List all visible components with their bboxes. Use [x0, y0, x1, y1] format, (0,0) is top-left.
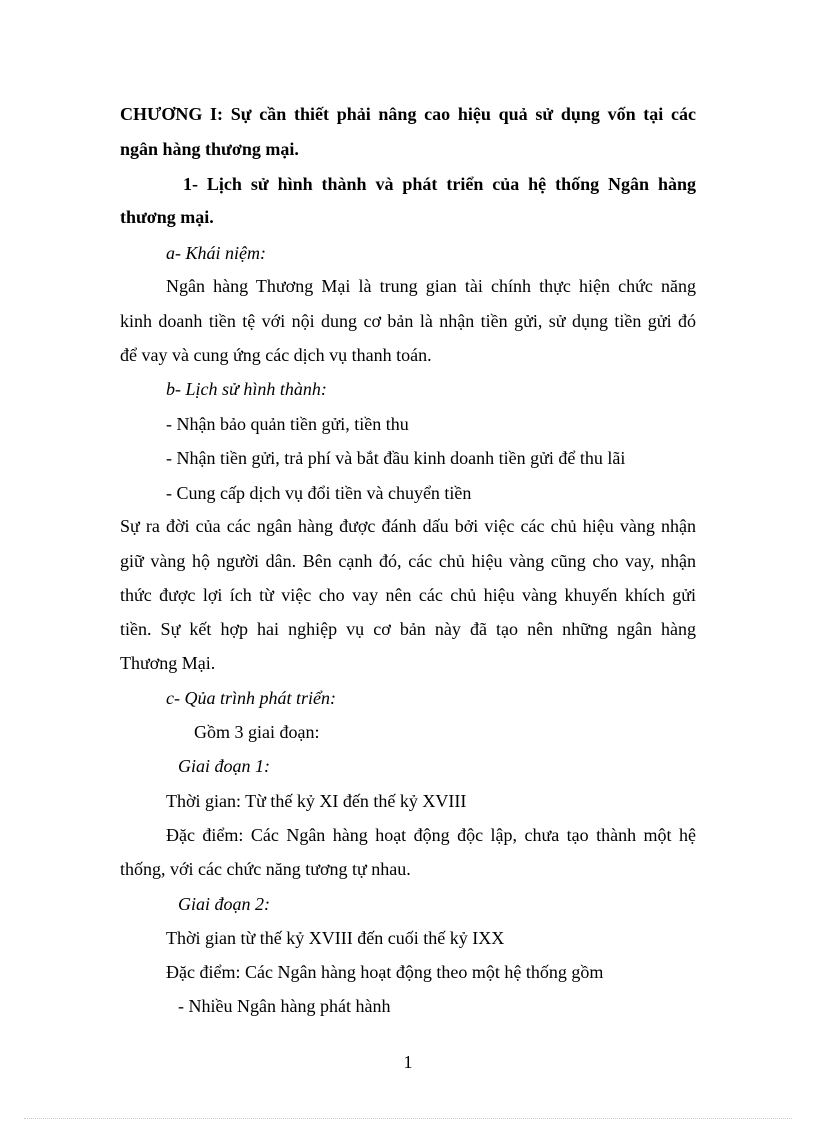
stage-2-feature: Đặc điểm: Các Ngân hàng hoạt động theo một hệ thống gồm	[166, 962, 604, 982]
stage-1-feature-line-2: thống, với các chức năng tương tự nhau.	[120, 859, 411, 879]
sub-b-paragraph-line-3: thức được lợi ích từ việc cho vay nên các chủ hiệu vàng khuyến khích gửi	[120, 585, 696, 605]
stage-1-time: Thời gian: Từ thế kỷ XI đến thế kỷ XVIII	[166, 791, 467, 811]
sub-a-paragraph-line-1: Ngân hàng Thương Mại là trung gian tài chính thực hiện chức năng	[166, 276, 696, 296]
stage-2-list-item: - Nhiều Ngân hàng phát hành	[178, 996, 391, 1016]
chapter-title-line-1: CHƯƠNG I: Sự cần thiết phải nâng cao hiệu quả sử dụng vốn tại các	[120, 104, 696, 124]
section-1-heading-line-2: thương mại.	[120, 207, 214, 227]
sub-b-paragraph-line-5: Thương Mại.	[120, 653, 216, 673]
sub-c-intro: Gồm 3 giai đoạn:	[194, 722, 320, 742]
stage-1-feature-line-1: Đặc điểm: Các Ngân hàng hoạt động độc lập, chưa tạo thành một hệ	[166, 825, 696, 845]
page-bottom-divider	[24, 1118, 792, 1119]
stage-2-time: Thời gian từ thế kỷ XVIII đến cuối thế kỷ IXX	[166, 928, 505, 948]
stage-2-heading: Giai đoạn 2:	[178, 894, 270, 914]
sub-c-heading: c- Qủa trình phát triển:	[166, 688, 336, 708]
section-1-heading-line-1: 1- Lịch sử hình thành và phát triển của hệ thống Ngân hàng	[183, 174, 696, 194]
sub-b-paragraph-line-2: giữ vàng hộ người dân. Bên cạnh đó, các chủ hiệu vàng cũng cho vay, nhận	[120, 551, 696, 571]
sub-b-list-item: - Cung cấp dịch vụ đổi tiền và chuyển tiền	[166, 483, 472, 503]
sub-b-paragraph-line-1: Sự ra đời của các ngân hàng được đánh dấu bởi việc các chủ hiệu vàng nhận	[120, 516, 696, 536]
sub-b-paragraph-line-4: tiền. Sự kết hợp hai nghiệp vụ cơ bản này đã tạo nên những ngân hàng	[120, 619, 696, 639]
sub-a-paragraph-line-2: kinh doanh tiền tệ với nội dung cơ bản là nhận tiền gửi, sử dụng tiền gửi đó	[120, 311, 696, 331]
sub-a-paragraph-line-3: để vay và cung ứng các dịch vụ thanh toán.	[120, 345, 432, 365]
sub-b-heading: b- Lịch sử hình thành:	[166, 379, 327, 399]
chapter-title-line-2: ngân hàng thương mại.	[120, 139, 299, 159]
page-number: 1	[403, 1052, 413, 1072]
sub-a-heading: a- Khái niệm:	[166, 243, 266, 263]
sub-b-list-item: - Nhận bảo quản tiền gửi, tiền thu	[166, 414, 409, 434]
sub-b-list-item: - Nhận tiền gửi, trả phí và bắt đầu kinh doanh tiền gửi để thu lãi	[166, 448, 626, 468]
stage-1-heading: Giai đoạn 1:	[178, 756, 270, 776]
